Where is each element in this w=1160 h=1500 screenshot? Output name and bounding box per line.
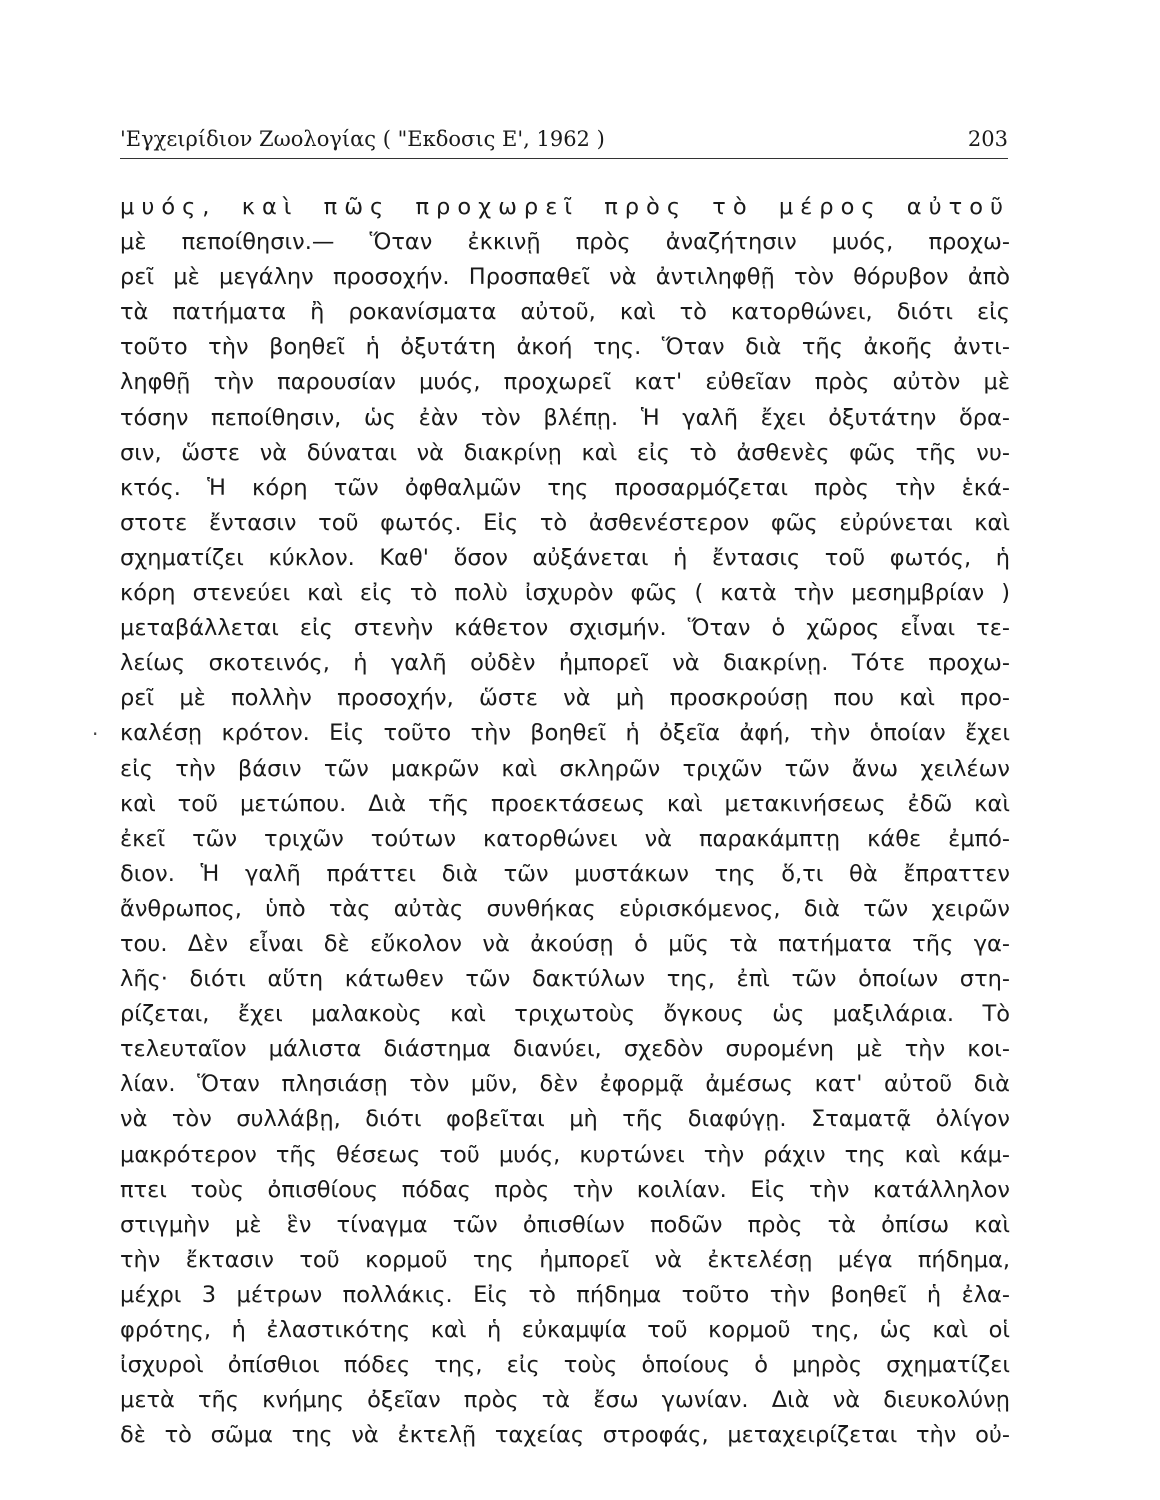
- text-line: ρεῖ μὲ μεγάλην προσοχήν. Προσπαθεῖ νὰ ἀντιληφθῇ τὸν θόρυβον ἀπὸ: [120, 264, 1010, 291]
- text-line: του. Δὲν εἶναι δὲ εὔκολον νὰ ἀκούσῃ ὁ μῦς τὰ πατήματα τῆς γα-: [120, 930, 1010, 957]
- body-text: [120, 190, 1010, 1453]
- text-line: καλέσῃ κρότον. Εἰς τοῦτο τὴν βοηθεῖ ἡ ὀξεῖα ἀφή, τὴν ὁποίαν ἔχει: [120, 720, 1010, 747]
- text-line: δὲ τὸ σῶμα της νὰ ἐκτελῇ ταχείας στροφάς, μεταχειρίζεται τὴν οὐ-: [120, 1422, 1010, 1449]
- text-line: λῆς· διότι αὕτη κάτωθεν τῶν δακτύλων της, ἐπὶ τῶν ὁποίων στη-: [120, 966, 1010, 993]
- text-line: ρεῖ μὲ πολλὴν προσοχήν, ὥστε νὰ μὴ προσκρούσῃ που καὶ προ-: [120, 685, 1010, 712]
- page-number: 203: [967, 127, 1008, 151]
- text-line: τόσην πεποίθησιν, ὡς ἐὰν τὸν βλέπῃ. Ἡ γαλῆ ἔχει ὀξυτάτην ὅρα-: [120, 404, 1010, 431]
- text-line: μετὰ τῆς κνήμης ὀξεῖαν πρὸς τὰ ἔσω γωνίαν. Διὰ νὰ διευκολύνῃ: [120, 1387, 1010, 1414]
- text-line: ἰσχυροὶ ὀπίσθιοι πόδες της, εἰς τοὺς ὁποίους ὁ μηρὸς σχηματίζει: [120, 1352, 1010, 1379]
- text-line: στιγμὴν μὲ ἓν τίναγμα τῶν ὀπισθίων ποδῶν πρὸς τὰ ὀπίσω καὶ: [120, 1211, 1010, 1238]
- text-line: ρίζεται, ἔχει μαλακοὺς καὶ τριχωτοὺς ὄγκους ὡς μαξιλάρια. Τὸ: [120, 1001, 1010, 1028]
- text-line: τὴν ἔκτασιν τοῦ κορμοῦ της ἠμπορεῖ νὰ ἐκτελέσῃ μέγα πήδημα,: [120, 1246, 1010, 1273]
- text-line: μακρότερον τῆς θέσεως τοῦ μυός, κυρτώνει τὴν ράχιν της καὶ κάμ-: [120, 1141, 1010, 1168]
- text-line: κτός. Ἡ κόρη τῶν ὀφθαλμῶν της προσαρμόζεται πρὸς τὴν ἑκά-: [120, 474, 1010, 501]
- text-line: διον. Ἡ γαλῆ πράττει διὰ τῶν μυστάκων της ὅ,τι θὰ ἔπραττεν: [120, 860, 1010, 887]
- text-line: μεταβάλλεται εἰς στενὴν κάθετον σχισμήν. Ὅταν ὁ χῶρος εἶναι τε-: [120, 615, 1010, 642]
- text-line: στοτε ἔντασιν τοῦ φωτός. Εἰς τὸ ἀσθενέστερον φῶς εὐρύνεται καὶ: [120, 509, 1010, 536]
- running-title: 'Εγχειρίδιον Ζωολογίας ( "Εκδοσις Ε', 1962 ): [120, 127, 605, 151]
- text-line: μὲ πεποίθησιν.— Ὅταν ἐκκινῇ πρὸς ἀναζήτησιν μυός, προχω-: [120, 229, 1010, 256]
- text-line: τελευταῖον μάλιστα διάστημα διανύει, σχεδὸν συρομένη μὲ τὴν κοι-: [120, 1036, 1010, 1063]
- text-line: μέχρι 3 μέτρων πολλάκις. Εἰς τὸ πήδημα τοῦτο τὴν βοηθεῖ ἡ ἐλα-: [120, 1281, 1010, 1308]
- margin-mark: ·: [92, 722, 99, 746]
- text-line: ἄνθρωπος, ὑπὸ τὰς αὐτὰς συνθήκας εὑρισκόμενος, διὰ τῶν χειρῶν: [120, 895, 1010, 922]
- text-line: νὰ τὸν συλλάβῃ, διότι φοβεῖται μὴ τῆς διαφύγῃ. Σταματᾷ ὀλίγον: [120, 1106, 1010, 1133]
- text-line: ληφθῇ τὴν παρουσίαν μυός, προχωρεῖ κατ' εὐθεῖαν πρὸς αὐτὸν μὲ: [120, 369, 1010, 396]
- text-line: λίαν. Ὅταν πλησιάσῃ τὸν μῦν, δὲν ἐφορμᾷ ἀμέσως κατ' αὐτοῦ διὰ: [120, 1071, 1010, 1098]
- text-line: μυός, καὶ πῶς προχωρεῖ πρὸς τὸ μέρος αὐτοῦ: [120, 194, 1010, 220]
- text-line: σιν, ὥστε νὰ δύναται νὰ διακρίνῃ καὶ εἰς τὸ ἀσθενὲς φῶς τῆς νυ-: [120, 439, 1010, 466]
- text-line: ἐκεῖ τῶν τριχῶν τούτων κατορθώνει νὰ παρακάμπτῃ κάθε ἐμπό-: [120, 825, 1010, 852]
- text-line: τοῦτο τὴν βοηθεῖ ἡ ὀξυτάτη ἀκοή της. Ὅταν διὰ τῆς ἀκοῆς ἀντι-: [120, 334, 1010, 361]
- text-line: εἰς τὴν βάσιν τῶν μακρῶν καὶ σκληρῶν τριχῶν τῶν ἄνω χειλέων: [120, 755, 1010, 782]
- text-line: πτει τοὺς ὀπισθίους πόδας πρὸς τὴν κοιλίαν. Εἰς τὴν κατάλληλον: [120, 1176, 1010, 1203]
- text-line: κόρη στενεύει καὶ εἰς τὸ πολὺ ἰσχυρὸν φῶς ( κατὰ τὴν μεσημβρίαν ): [120, 580, 1010, 607]
- text-line: καὶ τοῦ μετώπου. Διὰ τῆς προεκτάσεως καὶ μετακινήσεως ἐδῶ καὶ: [120, 790, 1010, 817]
- text-line: λείως σκοτεινός, ἡ γαλῆ οὐδὲν ἠμπορεῖ νὰ διακρίνῃ. Τότε προχω-: [120, 650, 1010, 677]
- text-line: σχηματίζει κύκλον. Καθ' ὅσον αὐξάνεται ἡ ἔντασις τοῦ φωτός, ἡ: [120, 544, 1010, 571]
- text-line: τὰ πατήματα ἢ ροκανίσματα αὐτοῦ, καὶ τὸ κατορθώνει, διότι εἰς: [120, 299, 1010, 326]
- page-header: [120, 120, 1008, 159]
- text-line: φρότης, ἡ ἐλαστικότης καὶ ἡ εὐκαμψία τοῦ κορμοῦ της, ὡς καὶ οἱ: [120, 1317, 1010, 1343]
